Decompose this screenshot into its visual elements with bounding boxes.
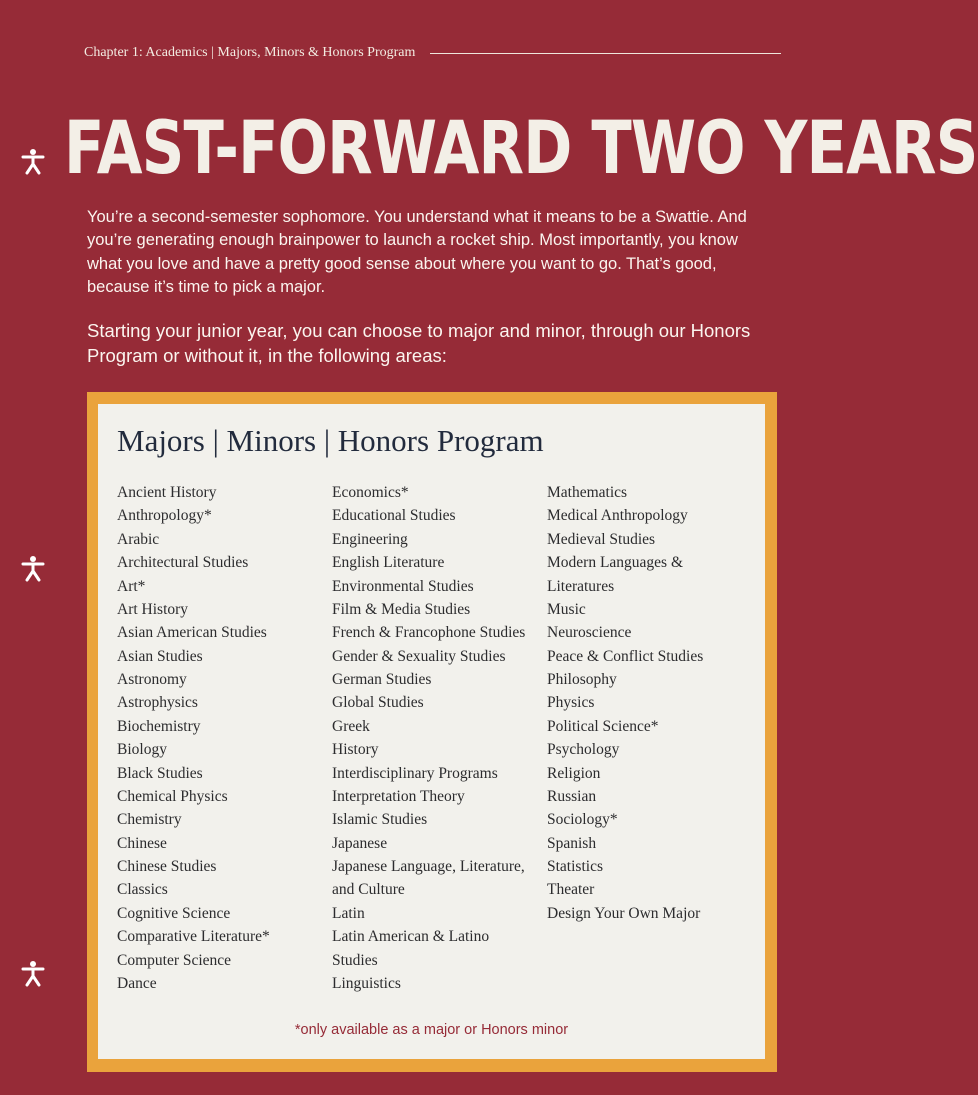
page-title: FAST-FORWARD TWO YEARS xyxy=(64,106,978,191)
program-column-2 xyxy=(332,481,525,995)
program-item: Music xyxy=(547,600,586,618)
program-item: Astrophysics xyxy=(117,694,198,712)
program-item: Biology xyxy=(117,741,167,759)
program-item: Spanish xyxy=(547,834,597,852)
program-item: Philosophy xyxy=(547,671,617,688)
chapter-label: Chapter 1: Academics | Majors, Minors & Honors Program xyxy=(84,45,416,60)
program-item: Black Studies xyxy=(117,764,203,782)
program-item: Computer Science xyxy=(117,951,232,969)
header-divider xyxy=(430,53,781,54)
program-item: Comparative Literature* xyxy=(117,928,270,946)
program-item: Arabic xyxy=(117,530,160,548)
program-item: Art History xyxy=(117,600,189,618)
program-item: Political Science* xyxy=(547,717,659,735)
accessibility-icon[interactable] xyxy=(20,555,46,581)
program-column-1 xyxy=(117,481,270,995)
program-column-3 xyxy=(547,481,703,925)
program-item: Japanese Language, Literature, xyxy=(332,858,525,875)
program-item: Design Your Own Major xyxy=(547,904,701,922)
program-item: Literatures xyxy=(547,577,615,595)
program-item: Russian xyxy=(547,787,597,805)
program-item: Ancient History xyxy=(117,484,217,501)
program-item: Neuroscience xyxy=(547,624,632,642)
program-item: Peace & Conflict Studies xyxy=(547,647,704,665)
accessibility-icon[interactable] xyxy=(20,148,46,174)
program-item: Film & Media Studies xyxy=(332,600,471,618)
program-item: Linguistics xyxy=(332,974,401,992)
footnote: *only available as a major or Honors minor xyxy=(294,1022,569,1038)
program-item: Chinese xyxy=(117,834,167,852)
program-item: German Studies xyxy=(332,671,432,688)
intro-paragraph: You’re a second-semester sophomore. You understand what it means to be a Swattie. And you’re generating enough brainpower to launch a rocket ship. Most importantly, you know what you love and have a pretty good sense about where you want to go. That’s good, because it’s time to pick a major. xyxy=(87,208,747,296)
program-item: French & Francophone Studies xyxy=(332,624,526,642)
program-item: Chemistry xyxy=(117,811,182,829)
program-item: Latin xyxy=(332,904,365,922)
program-item: Interpretation Theory xyxy=(332,787,465,805)
program-item: Interdisciplinary Programs xyxy=(332,764,498,782)
program-item: Physics xyxy=(547,694,595,712)
accessibility-icon[interactable] xyxy=(20,960,46,986)
program-list-title: Majors | Minors | Honors Program xyxy=(117,423,544,458)
program-item: Architectural Studies xyxy=(117,554,249,572)
program-item: Global Studies xyxy=(332,694,424,712)
program-item: Religion xyxy=(547,764,601,782)
program-item: Modern Languages & xyxy=(547,554,684,572)
program-item: Medieval Studies xyxy=(547,530,656,548)
program-item: Economics* xyxy=(332,484,409,501)
program-item: Anthropology* xyxy=(117,507,212,525)
program-item: English Literature xyxy=(332,554,445,572)
program-item: Greek xyxy=(332,717,370,735)
program-item: Asian American Studies xyxy=(117,624,267,642)
program-item: Engineering xyxy=(332,530,408,548)
program-item: Chemical Physics xyxy=(117,787,228,805)
program-item: Latin American & Latino xyxy=(332,928,490,946)
program-item: Educational Studies xyxy=(332,507,456,525)
program-item: Japanese xyxy=(332,834,388,852)
program-item: Gender & Sexuality Studies xyxy=(332,647,506,665)
program-item: Studies xyxy=(332,951,378,969)
program-item: and Culture xyxy=(332,881,405,899)
program-item: Astronomy xyxy=(117,671,187,688)
program-item: Statistics xyxy=(547,858,603,875)
lead-paragraph: Starting your junior year, you can choose to major and minor, through our Honors Program or without it, in the following areas: xyxy=(87,320,751,366)
program-item: Classics xyxy=(117,881,168,899)
program-item: Medical Anthropology xyxy=(547,507,688,525)
program-item: Environmental Studies xyxy=(332,577,474,595)
program-item: Dance xyxy=(117,974,157,992)
program-item: Biochemistry xyxy=(117,717,201,735)
program-item: Islamic Studies xyxy=(332,811,428,829)
program-item: Chinese Studies xyxy=(117,858,217,875)
program-item: Art* xyxy=(117,577,146,595)
program-item: Psychology xyxy=(547,741,620,759)
program-item: Mathematics xyxy=(547,484,628,501)
program-item: Cognitive Science xyxy=(117,904,231,922)
program-item: Theater xyxy=(547,881,595,899)
chapter-header xyxy=(84,44,781,62)
program-item: History xyxy=(332,741,379,759)
program-item: Sociology* xyxy=(547,811,618,829)
program-item: Asian Studies xyxy=(117,647,203,665)
